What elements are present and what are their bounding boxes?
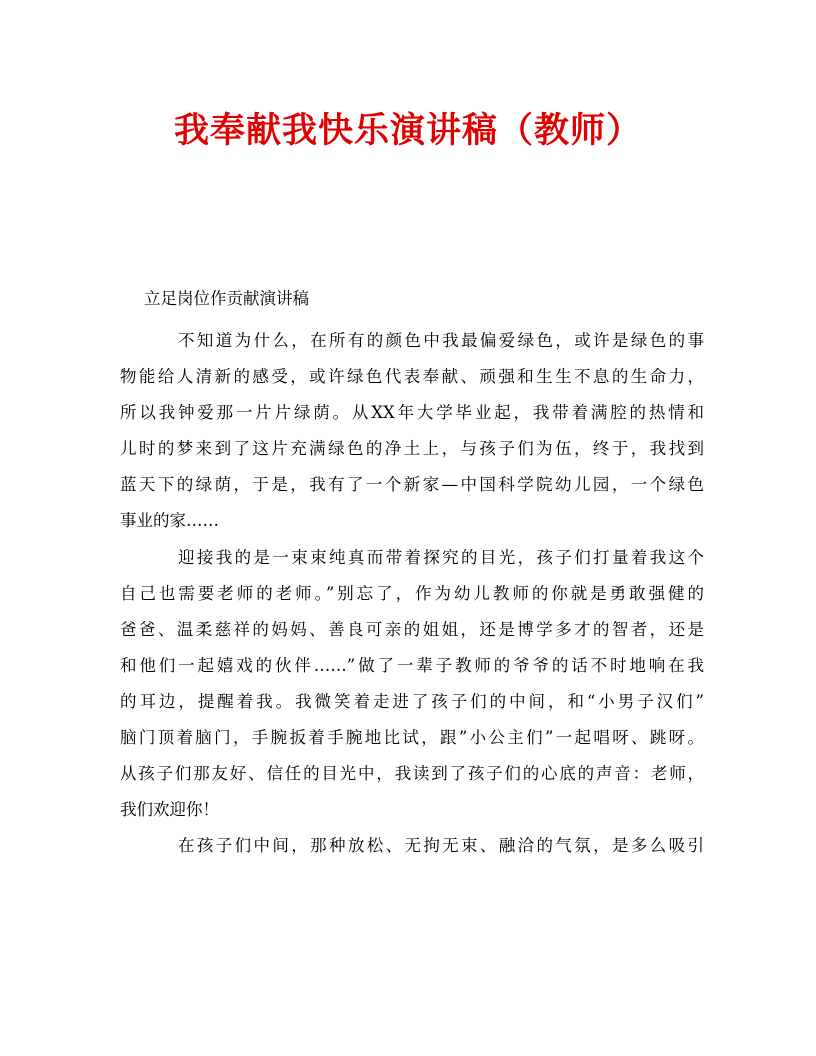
- document-title: 我奉献我快乐演讲稿（教师）: [173, 110, 642, 151]
- paragraph-line: 脑门顶着脑门，手腕扳着手腕地比试，跟”小公主们”一起唱呀、跳呀。: [120, 728, 704, 748]
- paragraph-line: 和他们一起嬉戏的伙伴……”做了一辈子教师的爷爷的话不时地响在我: [120, 655, 704, 675]
- paragraph-1: [120, 323, 704, 540]
- paragraph-line: 的耳边，提醒着我。我微笑着走进了孩子们的中间，和“小男子汉们”: [120, 691, 704, 711]
- paragraph-3: [120, 828, 704, 864]
- paragraph-line: 儿时的梦来到了这片充满绿色的净土上，与孩子们为伍，终于，我找到: [120, 439, 704, 459]
- paragraph-line: 不知道为什么，在所有的颜色中我最偏爱绿色，或许是绿色的事: [178, 331, 704, 350]
- paragraph-line: 自己也需要老师的老师。”别忘了，作为幼儿教师的你就是勇敢强健的: [120, 583, 704, 603]
- paragraph-line: 在孩子们中间，那种放松、无拘无束、融洽的气氛，是多么吸引: [178, 836, 704, 856]
- paragraph-line: 我们欢迎你！: [120, 800, 219, 820]
- paragraph-line: 从孩子们那友好、信任的目光中，我读到了孩子们的心底的声音：老师，: [120, 764, 704, 784]
- paragraph-line: 蓝天下的绿荫，于是，我有了一个新家—中国科学院幼儿园，一个绿色: [120, 475, 704, 495]
- paragraph-line: 物能给人清新的感受，或许绿色代表奉献、顽强和生生不息的生命力，: [120, 367, 704, 387]
- paragraph-line: 爸爸、温柔慈祥的妈妈、善良可亲的姐姐，还是博学多才的智者，还是: [120, 619, 704, 639]
- paragraph-line: 事业的家……: [120, 511, 219, 531]
- document-body: [120, 323, 704, 864]
- paragraph-2: [120, 540, 704, 829]
- document-subtitle: 立足岗位作贡献演讲稿: [144, 289, 309, 308]
- paragraph-line: 所以我钟爱那一片片绿荫。从XX年大学毕业起，我带着满腔的热情和: [120, 403, 704, 423]
- paragraph-line: 迎接我的是一束束纯真而带着探究的目光，孩子们打量着我这个: [178, 547, 704, 567]
